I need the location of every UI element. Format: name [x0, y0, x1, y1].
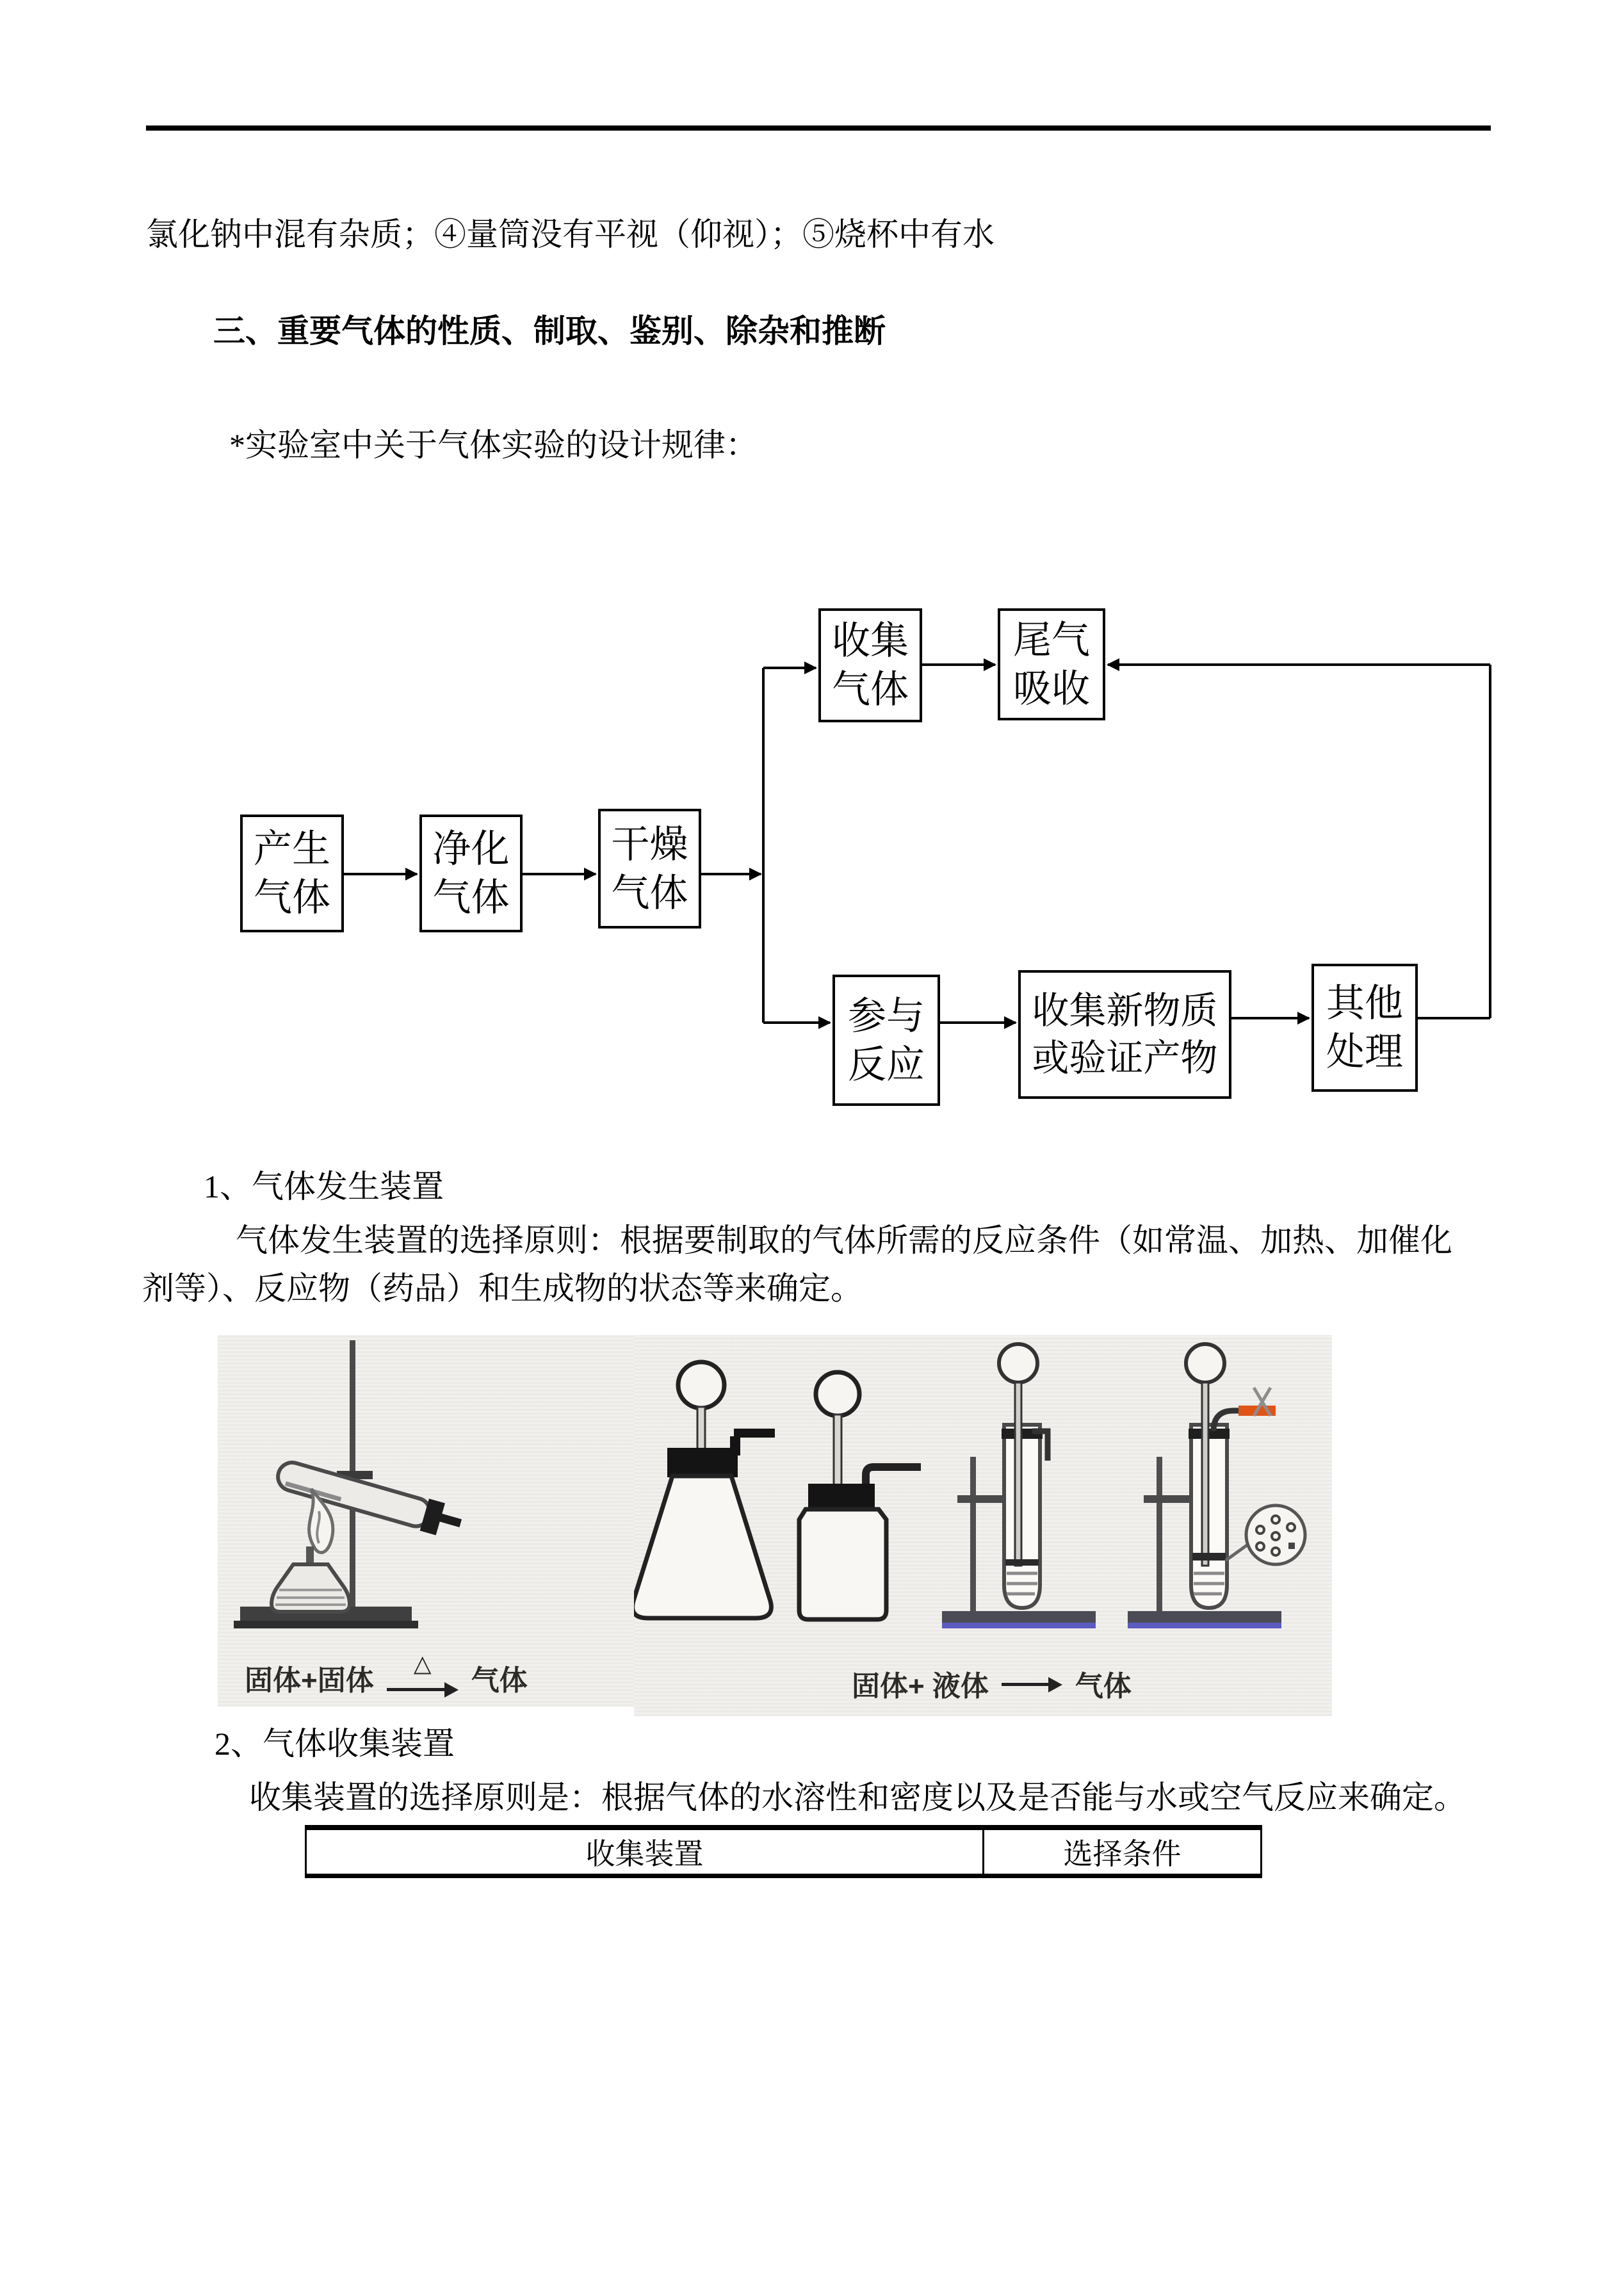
figure-solid-solid-apparatus — [218, 1335, 666, 1707]
arrow-head — [1048, 1677, 1062, 1692]
flow-box-produce-gas — [240, 815, 344, 932]
flow-box-text: 干燥 — [611, 823, 688, 866]
flow-box-text: 尾气 — [1013, 619, 1090, 661]
figure-caption-solid-liquid — [852, 1663, 1132, 1704]
flow-box-purify-gas — [419, 815, 523, 932]
section2-paragraph: 收集装置的选择原则是：根据气体的水溶性和密度以及是否能与水或空气反应来确定。 — [249, 1780, 1466, 1815]
table-header-collection-device: 收集装置 — [585, 1838, 704, 1870]
flow-box-text: 气体 — [611, 872, 688, 914]
section2-title: 2、气体收集装置 — [215, 1726, 455, 1762]
collection-device-table — [305, 1825, 1262, 1878]
clamp — [957, 1495, 1006, 1503]
lab-design-note: *实验室中关于气体实验的设计规律： — [229, 427, 758, 463]
iron-stand-test-tube-left — [942, 1344, 1096, 1628]
section1-paragraph-line2: 剂等）、反应物（药品）和生成物的状态等来确定。 — [142, 1270, 863, 1306]
flow-box-text: 产生 — [254, 828, 330, 870]
flow-box-text: 反应 — [848, 1043, 925, 1086]
flow-box-text: 参与 — [848, 994, 925, 1037]
thistle-funnel-icon — [999, 1344, 1037, 1383]
thistle-funnel-icon — [1186, 1344, 1224, 1383]
header-rule — [146, 126, 1491, 131]
delta-heat-symbol: △ — [413, 1650, 432, 1676]
flow-box-text: 气体 — [832, 669, 909, 711]
table-header-selection-condition: 选择条件 — [1063, 1838, 1181, 1870]
flow-box-text: 或验证产物 — [1032, 1037, 1218, 1079]
section1-title: 1、气体发生装置 — [204, 1169, 444, 1204]
erlenmeyer-flask-icon — [634, 1362, 775, 1618]
flask-delivery-tube — [734, 1429, 775, 1438]
lamp-wick — [306, 1546, 314, 1564]
flask-delivery-bend — [730, 1436, 740, 1456]
section1-paragraph-line1: 气体发生装置的选择原则：根据要制取的气体所需的反应条件（如常温、加热、加催化 — [236, 1222, 1452, 1258]
heating-test-tube-illustration — [218, 1335, 666, 1707]
arrow-shaft — [387, 1688, 450, 1691]
flow-box-collect-gas — [818, 608, 922, 722]
caption-reactants: 固体+固体 — [245, 1665, 374, 1696]
paragraph-impurities: 氯化钠中混有杂质；④量筒没有平视（仰视）；⑤烧杯中有水 — [146, 216, 995, 252]
gas-bottle-icon — [799, 1372, 921, 1619]
flask-stopper — [667, 1448, 738, 1477]
flow-box-text: 吸收 — [1013, 667, 1090, 710]
flow-box-text: 收集 — [832, 620, 909, 662]
flow-box-text: 净化 — [432, 828, 510, 870]
caption-product: 气体 — [1075, 1671, 1132, 1702]
clamp — [1144, 1495, 1192, 1503]
caption-reactants: 固体+ 液体 — [852, 1671, 989, 1702]
iron-stand-test-tube-right — [1128, 1344, 1305, 1628]
flow-box-text: 收集新物质 — [1032, 989, 1218, 1032]
arrow-shaft — [1002, 1683, 1053, 1686]
gas-generation-illustration — [634, 1335, 1332, 1716]
delivery-tube-stub — [439, 1513, 462, 1527]
bottle-stopper — [808, 1484, 875, 1509]
arrow-head — [444, 1682, 459, 1698]
flow-box-text: 其他 — [1326, 982, 1403, 1025]
heating-arrow-icon — [387, 1650, 459, 1701]
flow-box-text: 气体 — [432, 877, 510, 919]
flow-box-tail-gas-absorb — [998, 608, 1105, 720]
figure-solid-liquid-apparatus — [634, 1335, 1332, 1716]
section-heading: 三、重要气体的性质、制取、鉴别、除杂和推断 — [213, 313, 886, 349]
flow-box-participate-reaction — [832, 975, 940, 1106]
flow-box-dry-gas — [598, 809, 701, 929]
flow-box-text: 处理 — [1326, 1031, 1403, 1073]
figure-caption-solid-solid — [245, 1650, 528, 1701]
flow-box-text: 气体 — [254, 877, 330, 919]
flow-box-collect-new-substance — [1018, 970, 1231, 1099]
iron-stand-base-foot — [234, 1621, 418, 1628]
test-tube-icon — [274, 1457, 465, 1541]
flow-box-other-treatment — [1311, 964, 1418, 1092]
reaction-arrow-icon — [1002, 1671, 1062, 1696]
caption-product: 气体 — [471, 1665, 528, 1696]
magnifier-pointer-line — [1226, 1544, 1249, 1561]
